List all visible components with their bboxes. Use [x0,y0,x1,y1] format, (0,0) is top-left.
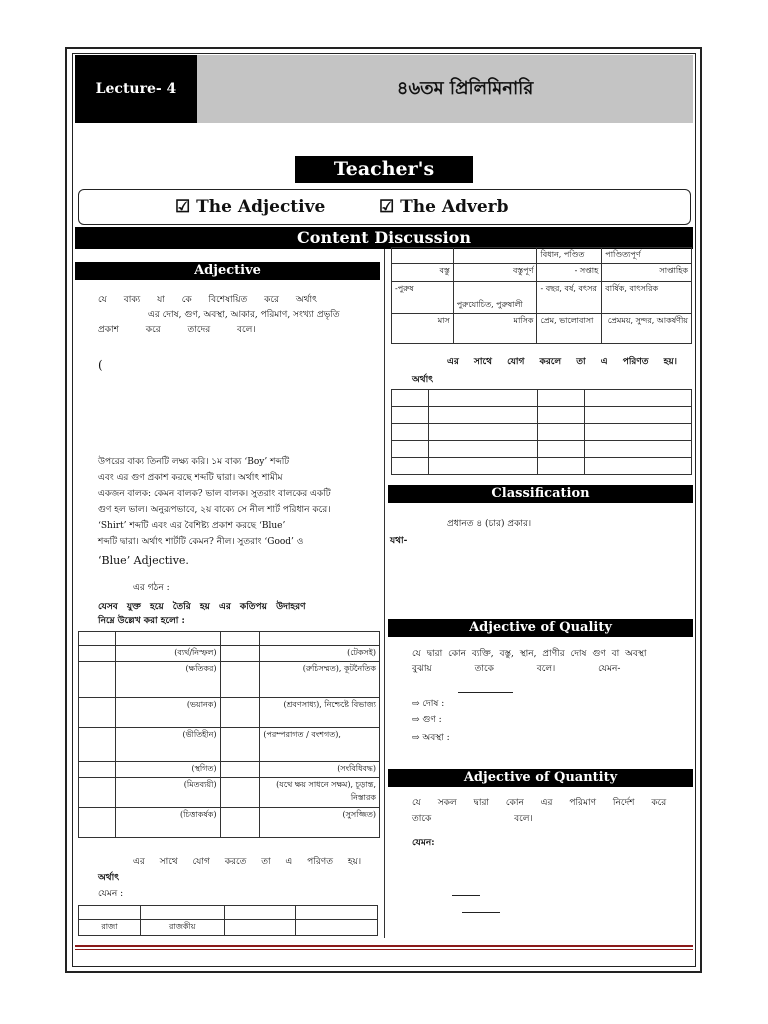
table-cell: মাস [392,314,454,344]
teachers-content-title: Teacher's Content [295,156,473,183]
left-meaning: অর্থাৎ [98,873,120,883]
table-cell: (চিত্তাকর্ষক) [115,808,220,838]
table-cell: (ভীতিহীন) [115,728,220,762]
formation-line-3: নিম্নে উল্লেখ করা হলো : [98,616,185,626]
right-rule: এর সাথে যোগ করলে তা এ পরিণত হয়। [447,357,677,367]
adjective-heading: Adjective [75,262,380,280]
quantity-line-2: তাকে বলে। [412,814,533,824]
table-cell: বস্তু [392,264,454,282]
bullet-fault: ⇨ দোষ : [412,699,445,709]
table-cell: (ভয়ানক) [115,698,220,728]
table-cell: বিধান, পণ্ডিত [537,248,602,264]
table-cell: (স্থগিত) [115,762,220,778]
quality-heading: Adjective of Quality [388,619,693,637]
footer-rule-thin [75,949,693,950]
table-cell: (ক্ষতিকর) [115,662,220,698]
column-divider [384,249,385,938]
table-cell: - বছর, বর্ষ, বৎসর [537,282,602,314]
suffix-table-right [391,247,692,344]
para-line-4: গুণ হল ভাল। অনুরূপভাবে, ২য় বাক্যে সে নীল শার্ট পরিধান করে। [98,505,331,515]
parenthesis: ( [98,358,103,372]
classification-heading: Classification [388,485,693,503]
para-last: ‘Blue’ Adjective. [98,554,189,567]
formation-label: এর গঠন : [133,583,170,593]
suffix-table-left [78,631,380,838]
table-cell [115,632,220,646]
bullet-state: ⇨ অবস্থা : [412,733,450,743]
table-cell: - সপ্তাহ [537,264,602,282]
table-cell: প্রেম, ভালোবাসা [537,314,602,344]
table-cell: -পুরুষ [392,282,454,314]
blank-underline [462,912,500,913]
table-cell: (সংবিধিবদ্ধ) [260,762,380,778]
table-cell: পুরুযোচিত, পুরুষালী [453,282,537,314]
para-line-6: শব্দটি দ্বারা। অর্থাৎ শার্টটি কেমন? নীল। সুতরাং ‘Good’ ও [98,537,304,547]
table-cell: (টেকসই) [260,646,380,662]
table-cell [220,632,260,646]
table-cell: রাজা [79,920,141,936]
table-cell: পাণ্ডিত্যপূর্ণ [602,248,692,264]
lecture-label: Lecture- 4 [75,55,197,123]
table-cell: প্রেমময়, সুন্দর, আকর্ষণীয় [602,314,692,344]
header-title: ৪৬তম প্রিলিমিনারি [396,77,534,99]
formation-line-2: যেসব যুক্ত হয়ে তৈরি হয় এর কতিপয় উদাহরণ [98,602,306,612]
table-cell: (পরম্পরাগত / বংশগত), [260,728,380,762]
topic-adverb: ☑ The Adverb [379,197,509,217]
table-cell: (সুসজ্জিত) [260,808,380,838]
blank-underline [458,692,513,693]
table-cell: বস্তুপূর্ণ [453,264,537,282]
quantity-heading: Adjective of Quantity [388,769,693,787]
definition-line-3: প্রকাশ করে তাদের বলে। [98,325,256,335]
blank-underline [452,895,480,896]
table-cell [79,632,116,646]
table-cell: (শ্রবণসাধ্য), নিশ্চেষ্টে বিভাজ্য [260,698,380,728]
table-cell: (যথে ক্ষয় সাধনে সক্ষম), চূড়ান্ত, নিস্তারক [260,778,380,808]
quality-line-1: যে দ্বারা কোন ব্যক্তি, বস্তু, স্থান, প্রাণীর দোষ গুণ বা অবস্থা [412,649,647,659]
blank-table-right [391,389,692,475]
para-line-1: উপরের বাক্য তিনটি লক্ষ্য করি। ১ম বাক্য ‘Boy’ শব্দটি [98,457,290,467]
definition-line-1: যে বাক্য যা কে বিশেষায়িত করে অর্থাৎ [98,295,317,305]
table-cell [260,632,380,646]
table-cell: (রুচিসম্মত), কূটনৈতিক [260,662,380,698]
table-cell: রাজকীয় [140,920,224,936]
classification-example: যথা- [390,536,408,546]
para-line-3: একজন বালক: কেমন বালক? ভাল বালক। সুতরাং বালকের একটি [98,489,331,499]
topics-box [78,189,691,225]
table-cell: বার্ষিক, বাৎসরিক [602,282,692,314]
para-line-2: এবং এর গুণ প্রকাশ করছে শব্দটি দ্বারা। অর্থাৎ শামীম [98,473,283,483]
quantity-line-1: যে সকল দ্বারা কোন এর পরিমাণ নির্দেশ করে [412,798,667,808]
content-discussion-heading: Content Discussion [75,227,693,249]
quality-line-2: বুঝায় তাকে বলে। যেমন- [412,664,621,674]
footer-rule [75,945,693,947]
table-cell: (মিতব্যয়ী) [115,778,220,808]
classification-text: প্রধানত ৪ (চার) প্রকার। [447,519,532,529]
right-meaning: অর্থাৎ [412,375,434,385]
table-cell: সাপ্তাহিক [602,264,692,282]
left-example: যেমন : [98,889,124,899]
table-cell: মাসিক [453,314,537,344]
example-table-left [78,905,378,936]
topic-adjective: ☑ The Adjective [175,197,326,217]
quantity-example: যেমন: [412,838,435,848]
para-line-5: ‘Shirt’ শব্দটি এবং এর বৈশিষ্ট্য প্রকাশ করছে ‘Blue’ [98,521,286,531]
table-cell: (ব্যর্থ/নিস্ফল) [115,646,220,662]
definition-line-2: এর দোষ, গুণ, অবস্থা, আকার, পরিমাণ, সংখ্যা প্রভৃতি [148,310,340,320]
left-rule: এর সাথে যোগ করতে তা এ পরিণত হয়। [133,857,362,867]
bullet-quality: ⇨ গুণ : [412,715,442,725]
